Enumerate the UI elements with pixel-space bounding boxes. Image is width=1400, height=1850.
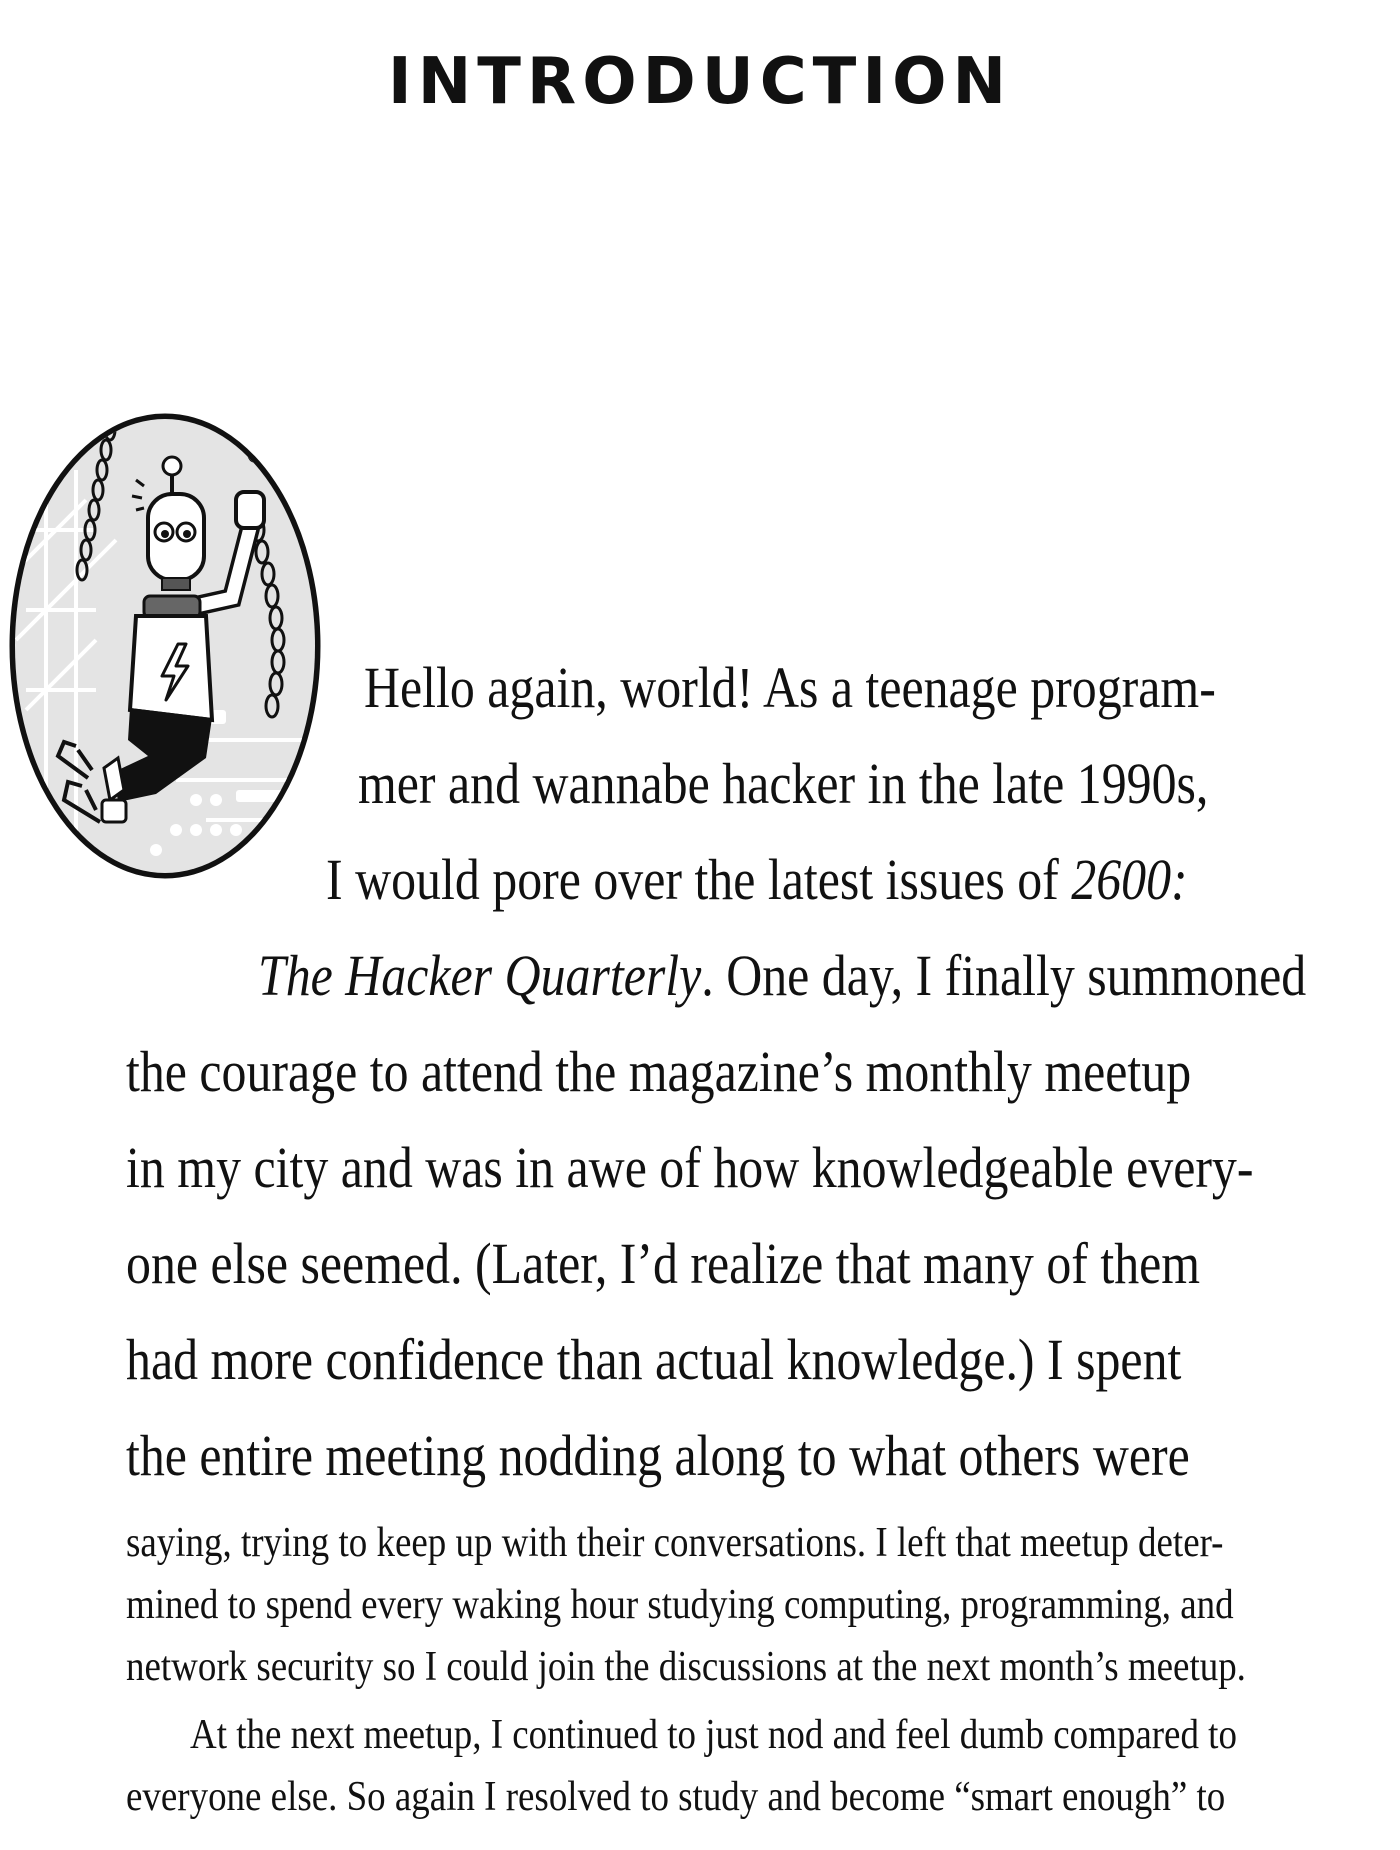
body-line-2: mined to spend every waking hour studying computing, programming, and [126, 1582, 1234, 1628]
robot-hacker-swinging-on-chains-illustration [6, 410, 324, 880]
lead-line-7: one else seemed. (Later, I’d realize that many of them [126, 1231, 1201, 1296]
lead-line-9: the entire meeting nodding along to what others were [126, 1423, 1190, 1488]
lead-line-5: the courage to attend the magazine’s monthly meetup [126, 1039, 1192, 1104]
lead-line-1: Hello again, world! As a teenage program- [364, 655, 1216, 720]
body-line-3: network security so I could join the discussions at the next month’s meetup. [126, 1644, 1246, 1690]
lead-line-4-text: . One day, I finally summoned [701, 943, 1307, 1008]
lead-line-8: had more confidence than actual knowledge.) I spent [126, 1327, 1182, 1392]
magazine-title-part-2: The Hacker Quarterly [258, 943, 702, 1008]
body-line-5: everyone else. So again I resolved to study and become “smart enough” to [126, 1774, 1226, 1820]
chapter-title: INTRODUCTION [387, 45, 1013, 119]
lead-line-3 [326, 832, 1188, 928]
lead-line-3-text: I would pore over the latest issues of [326, 847, 1072, 912]
body-line-4: At the next meetup, I continued to just nod and feel dumb compared to [190, 1712, 1237, 1758]
lead-line-4 [258, 928, 1306, 1024]
body-line-1: saying, trying to keep up with their conversations. I left that meetup deter- [126, 1520, 1224, 1566]
lead-line-2: mer and wannabe hacker in the late 1990s, [358, 751, 1209, 816]
magazine-title-part-1: 2600: [1071, 847, 1188, 912]
lead-line-6: in my city and was in awe of how knowledgeable every- [126, 1135, 1254, 1200]
